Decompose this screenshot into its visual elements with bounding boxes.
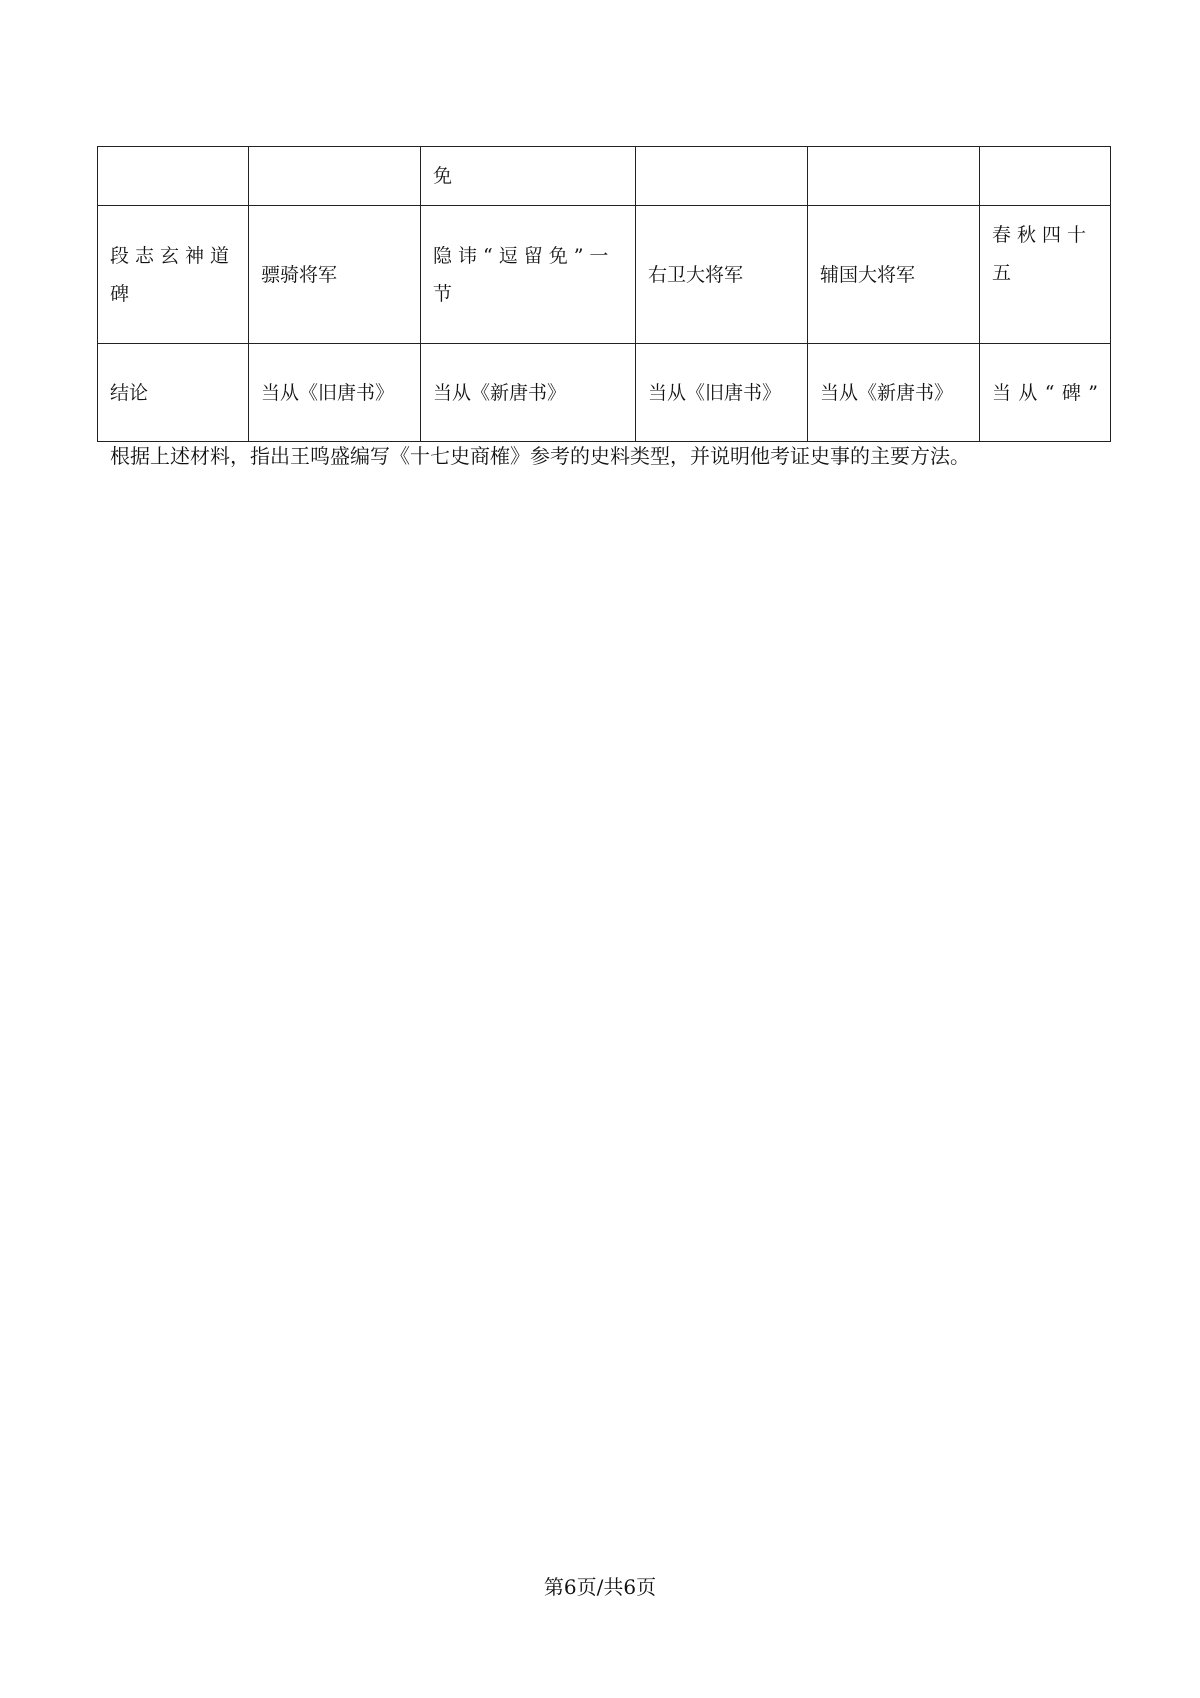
table-cell: 春秋四十五 [980, 206, 1111, 344]
table-cell: 当从《旧唐书》 [636, 344, 808, 442]
table-cell: 隐讳“逗留免”一节 [421, 206, 636, 344]
table-cell: 当从《新唐书》 [808, 344, 980, 442]
table-row [98, 344, 1111, 442]
comparison-table [97, 146, 1111, 442]
table-cell: 当从《新唐书》 [421, 344, 636, 442]
table-cell [808, 147, 980, 206]
table-cell: 辅国大将军 [808, 206, 980, 344]
table-cell [249, 147, 421, 206]
table-cell-conclusion-label: 结论 [98, 344, 249, 442]
table-cell [980, 147, 1111, 206]
table-cell [636, 147, 808, 206]
table-cell: 当从“碑” [980, 344, 1111, 442]
table-cell [98, 147, 249, 206]
table-row [98, 206, 1111, 344]
table-row [98, 147, 1111, 206]
page-number: 第6页/共6页 [543, 1575, 657, 1599]
table-cell: 当从《旧唐书》 [249, 344, 421, 442]
table-cell: 免 [421, 147, 636, 206]
table-cell: 骠骑将军 [249, 206, 421, 344]
table-cell: 右卫大将军 [636, 206, 808, 344]
question-text: 根据上述材料，指出王鸣盛编写《十七史商榷》参考的史料类型，并说明他考证史事的主要方法。 [110, 444, 970, 468]
table-cell-source: 段志玄神道碑 [98, 206, 249, 344]
